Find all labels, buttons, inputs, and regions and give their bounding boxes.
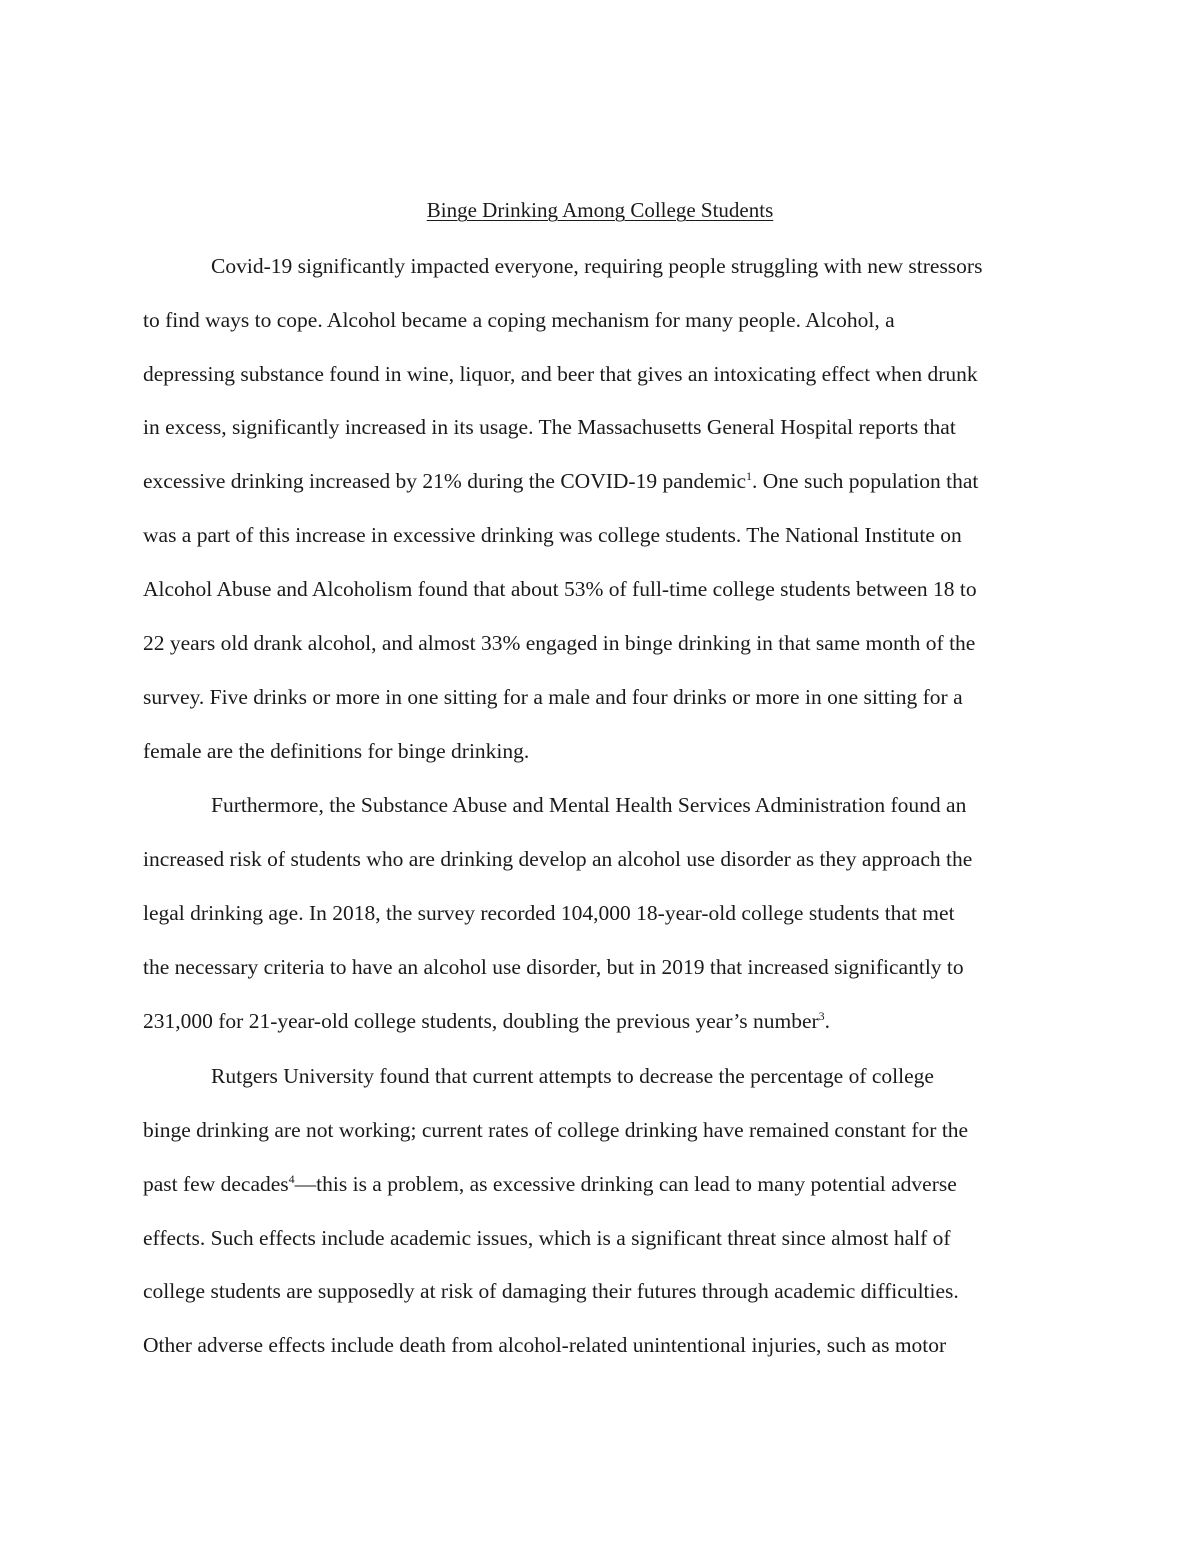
line-text: 22 years old drank alcohol, and almost 33% engaged in binge drinking in that same month of the [143,631,976,655]
paragraph-line [143,1331,946,1359]
paragraph-line [143,1116,968,1144]
footnote-marker: 4 [288,1172,295,1186]
line-text: . [824,1009,831,1033]
paragraph-line [211,791,966,819]
paragraph-line [143,360,978,388]
paragraph-line [143,1170,957,1198]
line-text: —this is a problem, as excessive drinking can lead to many potential adverse [294,1172,957,1196]
line-text: . One such population that [752,469,979,493]
line-text: past few decades [143,1172,289,1196]
paragraph-line [211,252,982,280]
line-text: the necessary criteria to have an alcohol use disorder, but in 2019 that increased significantly to [143,955,964,979]
line-text: to find ways to cope. Alcohol became a coping mechanism for many people. Alcohol, a [143,308,895,332]
line-text: legal drinking age. In 2018, the survey recorded 104,000 18-year-old college students that met [143,901,955,925]
paragraph-line [143,1277,959,1305]
paragraph-line [143,629,975,657]
paragraph-line [143,306,895,334]
line-text: Alcohol Abuse and Alcoholism found that about 53% of full-time college students between 18 to [143,577,977,601]
paragraph-line [143,575,977,603]
paragraph-line [143,845,972,873]
line-text: 231,000 for 21-year-old college students, doubling the previous year’s number [143,1009,819,1033]
footnote-marker: 1 [746,469,753,483]
line-text: in excess, significantly increased in its usage. The Massachusetts General Hospital reports that [143,415,956,439]
line-text: increased risk of students who are drinking develop an alcohol use disorder as they approach the [143,847,973,871]
paragraph-line [143,899,955,927]
line-text: depressing substance found in wine, liquor, and beer that gives an intoxicating effect when drunk [143,362,978,386]
paragraph-line [143,737,529,765]
paragraph-line [143,1224,951,1252]
line-text: survey. Five drinks or more in one sitting for a male and four drinks or more in one sitting for a [143,685,963,709]
line-text: Covid-19 significantly impacted everyone, requiring people struggling with new stressors [211,254,983,278]
paragraph-line [143,413,956,441]
line-text: was a part of this increase in excessive drinking was college students. The National Institute on [143,523,962,547]
paragraph-line [143,467,978,495]
line-text: effects. Such effects include academic issues, which is a significant threat since almost half of [143,1226,951,1250]
line-text: excessive drinking increased by 21% during the COVID-19 pandemic [143,469,747,493]
document-title: Binge Drinking Among College Students [426,198,774,222]
line-text: Rutgers University found that current attempts to decrease the percentage of college [211,1064,934,1088]
paragraph-line [143,953,964,981]
line-text: binge drinking are not working; current rates of college drinking have remained constant for the [143,1118,969,1142]
line-text: Other adverse effects include death from alcohol-related unintentional injuries, such as motor [143,1333,947,1357]
line-text: Furthermore, the Substance Abuse and Mental Health Services Administration found an [211,793,967,817]
paragraph-line [143,683,963,711]
paragraph-line [211,1062,934,1090]
paragraph-line [143,521,962,549]
footnote-marker: 3 [818,1009,825,1023]
line-text: college students are supposedly at risk of damaging their futures through academic difficulties. [143,1279,959,1303]
line-text: female are the definitions for binge drinking. [143,739,530,763]
paragraph-line [143,1007,830,1035]
